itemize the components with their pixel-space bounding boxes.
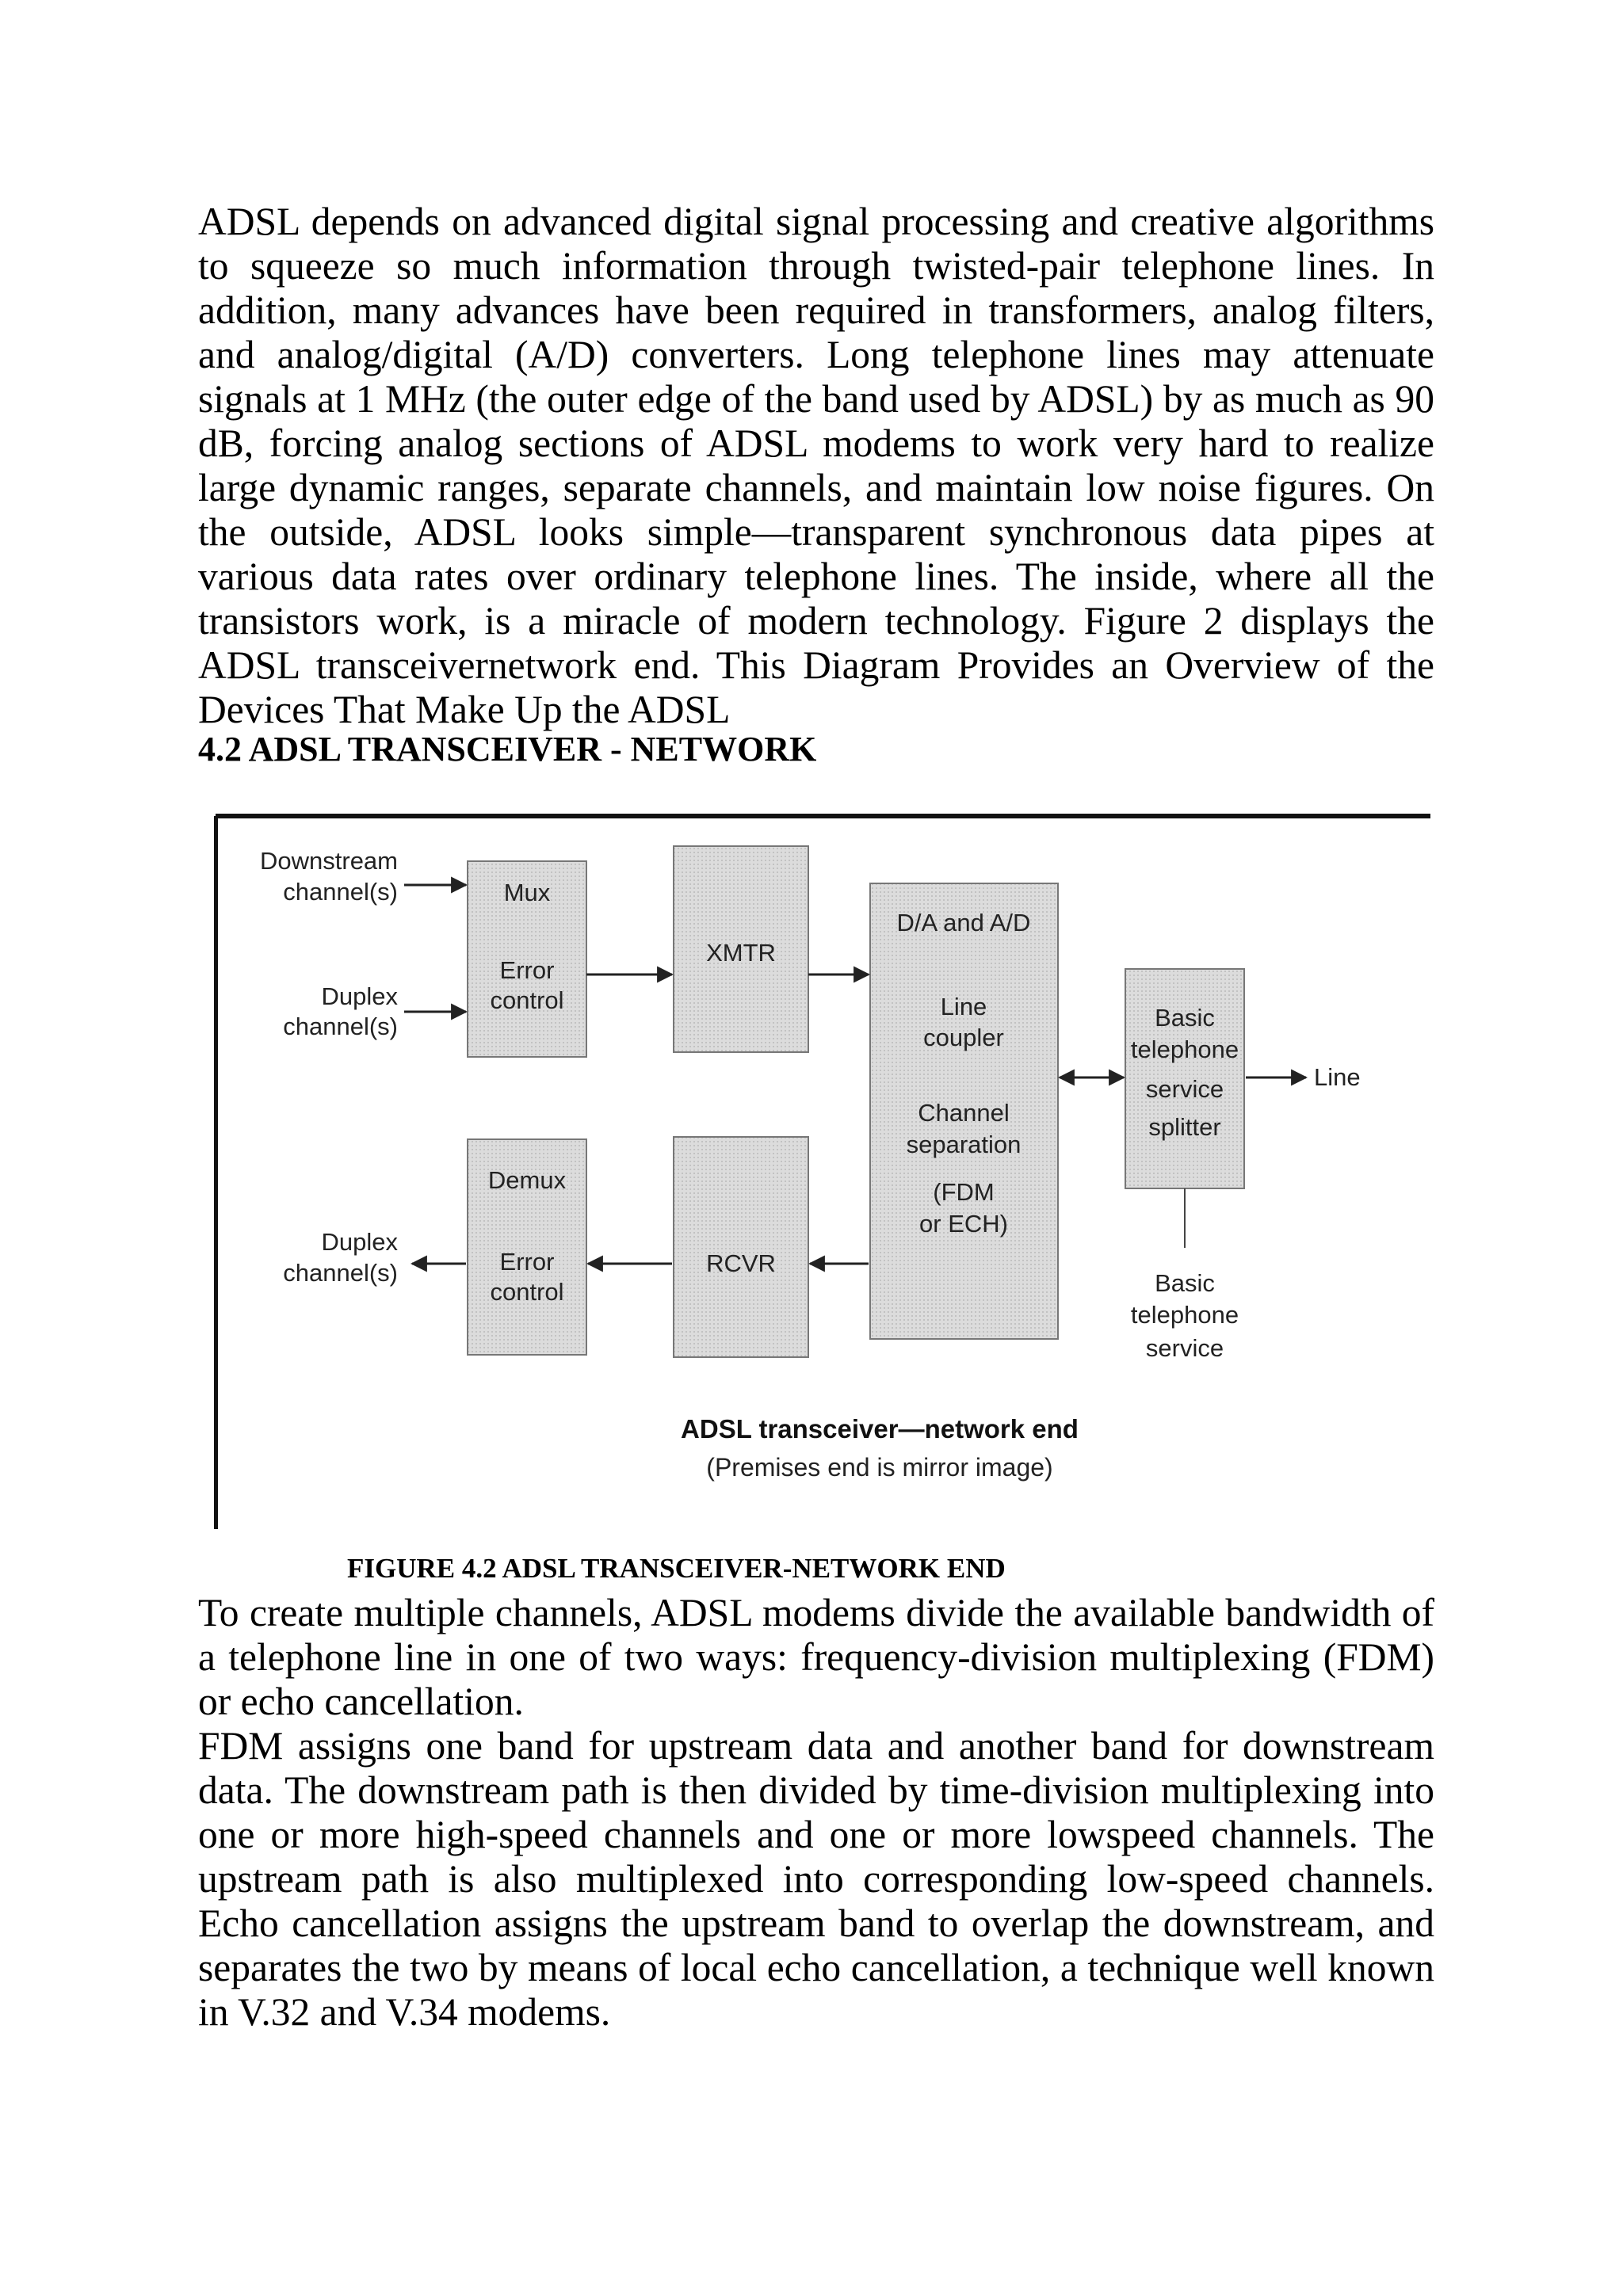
demux-control-label: control [490, 1278, 564, 1306]
demux-label: Demux [487, 1166, 567, 1194]
svg-text:channel(s) [283, 878, 398, 906]
svg-text:(Premises end is mirror image) [706, 1453, 1052, 1482]
channel-label: Channel [918, 1099, 1010, 1127]
splitter-label-2: telephone [1130, 1035, 1239, 1063]
svg-text:Demux [488, 1166, 567, 1194]
svg-text:control [490, 1278, 563, 1306]
section-heading: 4.2 ADSL TRANSCEIVER - NETWORK [198, 730, 817, 769]
svg-text:Basic [1155, 1004, 1215, 1032]
mux-error-label: Error [499, 956, 555, 984]
svg-text:Basic [1155, 1269, 1215, 1297]
basic-service-label-3: service [1145, 1334, 1224, 1362]
svg-text:Duplex [322, 982, 399, 1010]
svg-text:Channel [918, 1099, 1009, 1127]
splitter-label-3: service [1145, 1075, 1224, 1103]
line-label: Line [1314, 1063, 1361, 1091]
svg-text:or ECH) [919, 1210, 1008, 1238]
line-coupler-label-1: Line [940, 993, 987, 1020]
svg-text:channel(s) [283, 1259, 398, 1287]
basic-service-label-2: telephone [1130, 1301, 1239, 1329]
da-ad-label: D/A and A/D [896, 909, 1031, 936]
rcvr-box [674, 1137, 808, 1357]
svg-text:coupler [923, 1024, 1004, 1051]
svg-text:splitter [1148, 1113, 1220, 1141]
duplex-out-label-2: channel(s) [283, 1259, 398, 1287]
duplex-in-label-2: channel(s) [283, 1013, 398, 1040]
svg-text:telephone [1131, 1035, 1239, 1063]
downstream-label-2: channel(s) [283, 878, 398, 906]
svg-text:telephone [1131, 1301, 1239, 1329]
svg-text:Duplex [322, 1228, 399, 1256]
paragraph-2: To create multiple channels, ADSL modems divide the available bandwidth of a telephone line in one of two ways: frequency-division multiplexing (FDM) or echo cancellation. [198, 1591, 1434, 1723]
duplex-in-label-1: Duplex [321, 982, 398, 1010]
svg-text:XMTR [706, 939, 776, 967]
splitter-label-4: splitter [1148, 1113, 1221, 1141]
basic-service-label-1: Basic [1155, 1269, 1215, 1297]
splitter-label-1: Basic [1155, 1004, 1215, 1032]
svg-text:Error [500, 1248, 555, 1276]
duplex-out-label-1: Duplex [321, 1228, 398, 1256]
mux-label: Mux [503, 879, 551, 906]
svg-text:service [1146, 1075, 1224, 1103]
svg-text:D/A and A/D [897, 909, 1031, 936]
svg-text:service [1146, 1334, 1224, 1362]
svg-text:Line [941, 993, 987, 1020]
mux-control-label: control [490, 986, 564, 1014]
svg-text:RCVR [706, 1249, 776, 1277]
svg-text:channel(s) [283, 1013, 398, 1040]
fdm-label: (FDM [933, 1178, 995, 1206]
diagram-title: ADSL transceiver—network end [681, 1414, 1079, 1444]
svg-text:separation [907, 1131, 1022, 1158]
svg-text:Line [1314, 1063, 1361, 1091]
separation-label: separation [906, 1131, 1022, 1158]
svg-text:ADSL transceiver—network end [681, 1414, 1079, 1444]
ech-label: or ECH) [919, 1210, 1008, 1238]
line-coupler-label-2: coupler [923, 1024, 1004, 1051]
demux-error-label: Error [499, 1248, 555, 1276]
transceiver-diagram [214, 812, 1430, 1533]
intro-paragraph: ADSL depends on advanced digital signal processing and creative algorithms to squeeze so much information through twisted-pair telephone lines. In addition, many advances have been required in transformers, analog filters, and analog/digital (A/D) converters. Long telephone lines may attenuate signals at 1 MHz (the outer edge of the band used by ADSL) by as much as 90 dB, forcing analog sections of ADSL modems to work very hard to realize large dynamic ranges, separate channels, and maintain low noise figures. On the outside, ADSL looks simple—transparent synchronous data pipes at various data rates over ordinary telephone lines. The inside, where all the transistors work, is a miracle of modern technology. Figure 2 displays the ADSL transceivernetwork end. This Diagram Provides an Overview of the Devices That Make Up the ADSL [198, 200, 1434, 731]
svg-text:Error [500, 956, 555, 984]
svg-text:Downstream [260, 847, 398, 875]
figure-caption: FIGURE 4.2 ADSL TRANSCEIVER-NETWORK END [347, 1553, 1006, 1584]
svg-text:Mux [504, 879, 551, 906]
downstream-label-1: Downstream [260, 847, 398, 875]
svg-text:(FDM [933, 1178, 994, 1206]
paragraph-3: FDM assigns one band for upstream data and another band for downstream data. The downstream path is then divided by time-division multiplexing into one or more high-speed channels and one or more lowspeed channels. The upstream path is also multiplexed into corresponding low-speed channels. Echo cancellation assigns the upstream band to overlap the downstream, and separates the two by means of local echo cancellation, a technique well known in V.32 and V.34 modems. [198, 1724, 1434, 2034]
svg-text:control [490, 986, 563, 1014]
xmtr-label: XMTR [706, 939, 776, 967]
rcvr-label: RCVR [706, 1249, 776, 1277]
diagram-subtitle: (Premises end is mirror image) [706, 1453, 1053, 1482]
